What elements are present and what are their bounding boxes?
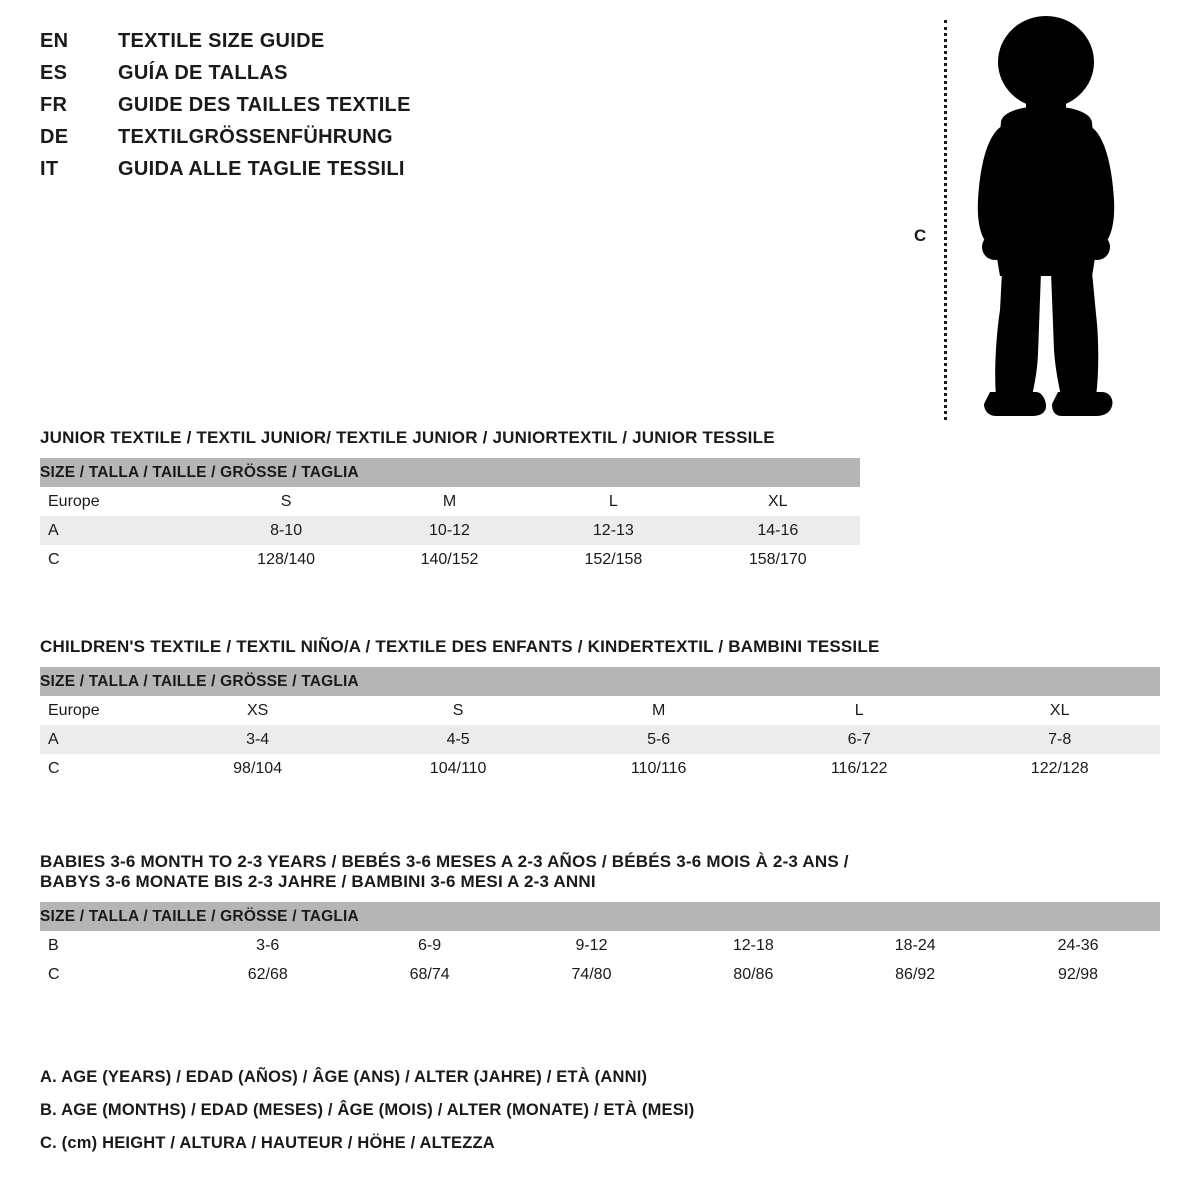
children-size-table (40, 667, 1160, 783)
language-row (40, 94, 600, 126)
cell-value: 6-7 (759, 725, 960, 754)
table-band-label: SIZE / TALLA / TAILLE / GRÖSSE / TAGLIA (40, 902, 1160, 931)
language-code: ES (40, 62, 68, 84)
row-label: C (40, 754, 157, 783)
cell-value: 80/86 (672, 960, 834, 989)
measurement-figure (900, 8, 1160, 428)
cell-value: S (204, 487, 367, 516)
section-title: JUNIOR TEXTILE / TEXTIL JUNIOR/ TEXTILE JUNIOR / JUNIORTEXTIL / JUNIOR TESSILE (40, 428, 775, 447)
section-title-line2: BABYS 3-6 MONATE BIS 2-3 JAHRE / BAMBINI 3-6 MESI A 2-3 ANNI (40, 872, 596, 891)
table-row (40, 696, 1160, 725)
language-title: TEXTILGRÖSSENFÜHRUNG (118, 126, 393, 148)
cell-value: 158/170 (696, 545, 860, 574)
row-label: A (40, 725, 157, 754)
cell-value: 10-12 (368, 516, 531, 545)
cell-value: S (358, 696, 559, 725)
cell-value: XL (696, 487, 860, 516)
cell-value: 104/110 (358, 754, 559, 783)
table-row (40, 754, 1160, 783)
cell-value: 74/80 (511, 960, 673, 989)
language-title: GUÍA DE TALLAS (118, 62, 288, 84)
section-title (40, 852, 1160, 892)
legend-block (40, 1068, 1160, 1167)
cell-value: 152/158 (531, 545, 695, 574)
cell-value: 92/98 (996, 960, 1160, 989)
table-row (40, 516, 860, 545)
table-band-row (40, 458, 860, 487)
cell-value: L (759, 696, 960, 725)
cell-value: 3-6 (187, 931, 349, 960)
row-label: C (40, 960, 187, 989)
legend-item-age-years: A. AGE (YEARS) / EDAD (AÑOS) / ÂGE (ANS) / ALTER (JAHRE) / ETÀ (ANNI) (40, 1068, 648, 1086)
cell-value: 12-18 (672, 931, 834, 960)
junior-size-table (40, 458, 860, 574)
language-row (40, 30, 600, 62)
cell-value: 86/92 (834, 960, 996, 989)
cell-value: 24-36 (996, 931, 1160, 960)
cell-value: 8-10 (204, 516, 367, 545)
table-band-label: SIZE / TALLA / TAILLE / GRÖSSE / TAGLIA (40, 667, 1160, 696)
language-code: FR (40, 94, 68, 116)
cell-value: 4-5 (358, 725, 559, 754)
table-band-row (40, 902, 1160, 931)
cell-value: 7-8 (959, 725, 1160, 754)
cell-value: XL (959, 696, 1160, 725)
legend-item-age-months: B. AGE (MONTHS) / EDAD (MESES) / ÂGE (MOIS) / ALTER (MONATE) / ETÀ (MESI) (40, 1101, 695, 1119)
row-label: C (40, 545, 204, 574)
language-title: GUIDA ALLE TAGLIE TESSILI (118, 158, 405, 180)
row-label: Europe (40, 696, 157, 725)
section-title-line1: BABIES 3-6 MONTH TO 2-3 YEARS / BEBÉS 3-6 MESES A 2-3 AÑOS / BÉBÉS 3-6 MOIS À 2-3 ANS / (40, 852, 849, 871)
table-row (40, 545, 860, 574)
language-row (40, 126, 600, 158)
table-band-label: SIZE / TALLA / TAILLE / GRÖSSE / TAGLIA (40, 458, 860, 487)
section-babies (40, 852, 1160, 989)
language-code: DE (40, 126, 69, 148)
babies-size-table (40, 902, 1160, 989)
table-row (40, 960, 1160, 989)
cell-value: M (368, 487, 531, 516)
language-title: TEXTILE SIZE GUIDE (118, 30, 325, 52)
row-label: B (40, 931, 187, 960)
cell-value: 3-4 (157, 725, 357, 754)
table-row (40, 931, 1160, 960)
language-title-block (40, 30, 600, 190)
language-code: EN (40, 30, 69, 52)
language-title: GUIDE DES TAILLES TEXTILE (118, 94, 411, 116)
cell-value: M (558, 696, 759, 725)
row-label: Europe (40, 487, 204, 516)
cell-value: XS (157, 696, 357, 725)
section-children (40, 637, 1160, 783)
cell-value: 12-13 (531, 516, 695, 545)
cell-value: 5-6 (558, 725, 759, 754)
cell-value: 14-16 (696, 516, 860, 545)
cell-value: L (531, 487, 695, 516)
child-silhouette-icon (946, 14, 1146, 424)
cell-value: 128/140 (204, 545, 367, 574)
section-junior (40, 428, 1160, 574)
cell-value: 6-9 (349, 931, 511, 960)
cell-value: 9-12 (511, 931, 673, 960)
cell-value: 140/152 (368, 545, 531, 574)
cell-value: 62/68 (187, 960, 349, 989)
table-band-row (40, 667, 1160, 696)
language-code: IT (40, 158, 59, 180)
row-label: A (40, 516, 204, 545)
cell-value: 18-24 (834, 931, 996, 960)
legend-item-height: C. (cm) HEIGHT / ALTURA / HAUTEUR / HÖHE / ALTEZZA (40, 1134, 495, 1152)
cell-value: 116/122 (759, 754, 960, 783)
cell-value: 98/104 (157, 754, 357, 783)
section-title: CHILDREN'S TEXTILE / TEXTIL NIÑO/A / TEXTILE DES ENFANTS / KINDERTEXTIL / BAMBINI TESSILE (40, 637, 880, 656)
table-row (40, 725, 1160, 754)
language-row (40, 62, 600, 94)
height-measure-label: C (914, 226, 927, 245)
cell-value: 122/128 (959, 754, 1160, 783)
cell-value: 110/116 (558, 754, 759, 783)
language-row (40, 158, 600, 190)
table-row (40, 487, 860, 516)
cell-value: 68/74 (349, 960, 511, 989)
